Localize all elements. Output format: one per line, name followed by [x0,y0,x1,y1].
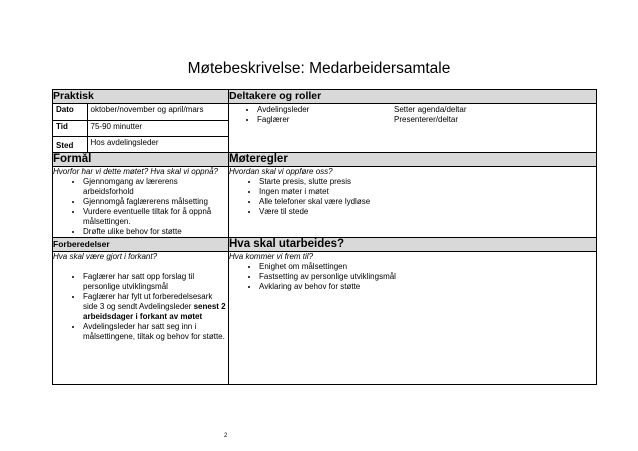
forberedelser-header: Forberedelser [53,238,229,252]
page-number: 2 [224,433,228,439]
moteregler-question: Hvordan skal vi oppføre oss? [229,167,333,176]
forberedelser-cell [53,252,229,385]
utarbeides-cell [229,252,597,385]
praktisk-cell [53,104,229,153]
formal-item: • Vurdere eventuelle tiltak for å oppnå målsettingen. [83,207,228,227]
formal-header: Formål [53,153,229,167]
formal-list [53,177,228,237]
moteregler-item: • Starte presis, slutte presis [259,177,596,187]
utarbeides-item: • Enighet om målsettingen [259,262,596,272]
utarbeides-list [229,262,596,292]
utarbeides-question: Hva kommer vi frem til? [229,252,314,261]
participant-item: • Avdelingsleder [257,105,392,115]
forberedelser-item [83,292,228,322]
utarbeides-item: • Fastsetting av personlige utviklingsmål [259,272,596,282]
sted-value: Hos avdelingsleder [90,137,159,147]
moteregler-item: • Ingen møter i møtet [259,187,596,197]
sted-label: Sted [53,136,87,152]
formal-cell [53,167,229,238]
formal-item: • Gjennomgå faglærerens målsetting [83,197,228,207]
praktisk-table [53,104,228,152]
formal-question: Hvorfor har vi dette møtet? Hva skal vi oppnå? [53,167,218,176]
formal-item: • Drøfte ulike behov for støtte [83,227,228,237]
tid-value: 75-90 minutter [87,120,228,136]
page-title: Møtebeskrivelse: Medarbeidersamtale [187,60,451,77]
forberedelser-item-text: Faglærer har fylt ut forberedelsesark side 3 og sendt Avdelingsleder [83,292,213,311]
dato-value: oktober/november og april/mars [87,104,228,120]
deltakere-header: Deltakere og roller [229,90,597,104]
meeting-table [52,89,597,385]
role-item: Presenterer/deltar [394,115,459,124]
utarbeides-item: • Avklaring av behov for støtte [259,282,596,292]
utarbeides-header: Hva skal utarbeides? [229,238,597,252]
moteregler-header: Møteregler [229,153,597,167]
dato-label: Dato [53,104,87,120]
moteregler-list [229,177,596,217]
deltakere-cell [229,104,597,153]
moteregler-cell [229,167,597,238]
role-item: Setter agenda/deltar [394,105,467,114]
forberedelser-item: • Faglærer har satt opp forslag til personlige utviklingsmål [83,272,228,292]
deadline-text: senest 2 arbeidsdager i forkant av møtet [83,302,226,321]
forberedelser-question: Hva skal være gjort i forkant? [53,252,158,261]
praktisk-header: Praktisk [53,90,229,104]
participants-list [229,105,392,125]
moteregler-item: • Alle telefoner skal være lydløse [259,197,596,207]
moteregler-item: • Være til stede [259,207,596,217]
participant-item: • Faglærer [257,115,392,125]
roles-list [392,105,596,125]
tid-label: Tid [53,120,87,136]
formal-item: • Gjennomgang av lærerens arbeidsforhold [83,177,228,197]
forberedelser-item: • Avdelingsleder har satt seg inn i målsettingene, tiltak og behov for støtte. [83,322,228,342]
forberedelser-list [53,272,228,342]
